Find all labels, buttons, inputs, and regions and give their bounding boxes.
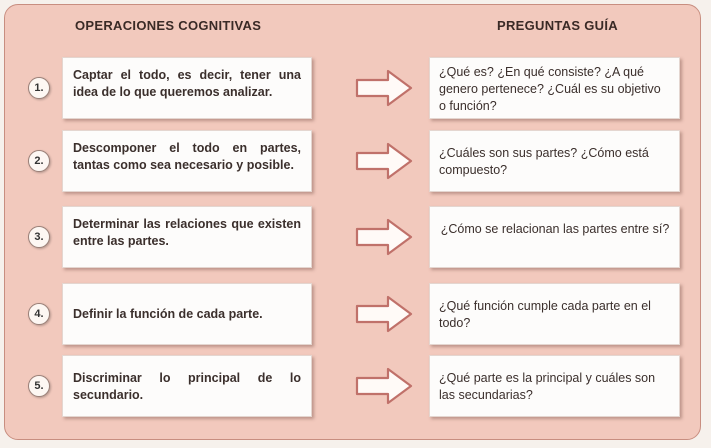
header-operaciones: OPERACIONES COGNITIVAS — [75, 18, 262, 33]
row-number: 3. — [28, 226, 50, 248]
row-number: 2. — [28, 150, 50, 172]
operation-text: Determinar las relaciones que existen entre las partes. — [73, 217, 301, 248]
question-text: ¿Qué es? ¿En qué consiste? ¿A qué genero pertenece? ¿Cuál es su objetivo o función? — [439, 65, 661, 113]
question-card — [429, 355, 680, 417]
row-number: 1. — [28, 77, 50, 99]
operation-card — [62, 206, 312, 268]
right-arrow-icon — [355, 367, 413, 405]
operation-card — [62, 283, 312, 345]
operation-card — [62, 355, 312, 417]
question-card — [429, 130, 680, 192]
right-arrow-icon — [355, 295, 413, 333]
header-preguntas: PREGUNTAS GUÍA — [497, 18, 618, 33]
row-4 — [0, 283, 711, 345]
question-text: ¿Qué parte es la principal y cuáles son las secundarias? — [439, 371, 656, 402]
row-number: 5. — [28, 375, 50, 397]
row-5 — [0, 355, 711, 417]
right-arrow-icon — [355, 69, 413, 107]
row-3 — [0, 206, 711, 268]
row-number: 4. — [28, 303, 50, 325]
row-2 — [0, 130, 711, 192]
right-arrow-icon — [355, 218, 413, 256]
right-arrow-icon — [355, 142, 413, 180]
question-text: ¿Cómo se relacionan las partes entre sí? — [440, 222, 670, 236]
operation-card — [62, 130, 312, 192]
operation-card — [62, 57, 312, 119]
row-1 — [0, 57, 711, 119]
operation-text: Definir la función de cada parte. — [73, 307, 263, 321]
operation-text: Captar el todo, es decir, tener una idea de lo que queremos analizar. — [73, 68, 301, 99]
operation-text: Descomponer el todo en partes, tantas como sea necesario y posible. — [73, 141, 301, 172]
question-text: ¿Qué función cumple cada parte en el todo? — [439, 299, 651, 330]
question-card — [429, 283, 680, 345]
question-text: ¿Cuáles son sus partes? ¿Cómo está compuesto? — [439, 146, 649, 177]
question-card — [429, 206, 680, 268]
question-card — [429, 57, 680, 119]
operation-text: Discriminar lo principal de lo secundario. — [73, 371, 301, 402]
